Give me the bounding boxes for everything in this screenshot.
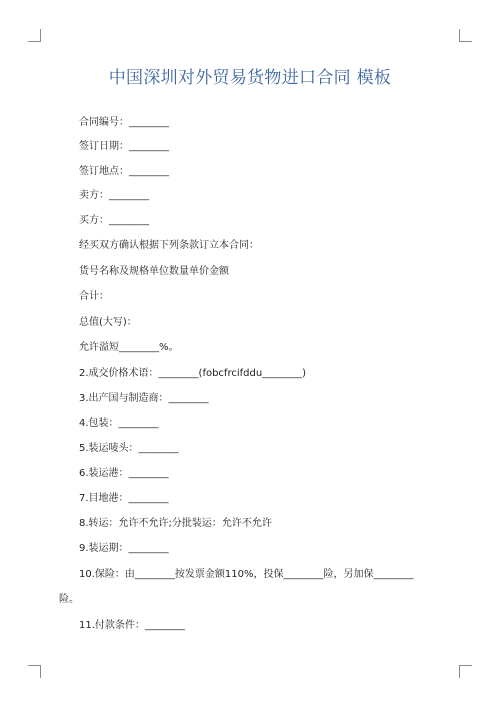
total-value-line: 总值(大写)： [79, 317, 137, 328]
destination-port-line: 7.目地港：________ [79, 493, 169, 504]
total-line: 合计： [79, 291, 109, 302]
transshipment-line: 8.转运：允许不允许;分批装运：允许不允许 [79, 518, 272, 529]
crop-mark-bottom-right [460, 665, 472, 666]
shipment-period-line: 9.装运期：________ [79, 543, 169, 554]
signing-date-line: 签订日期：________ [79, 141, 169, 152]
crop-mark-top-right [459, 29, 460, 42]
crop-mark-bottom-right [459, 665, 460, 678]
insurance-line-continuation: 险。 [59, 594, 79, 605]
contract-number-line: 合同编号：________ [79, 117, 169, 128]
document-title: 中国深圳对外贸易货物进口合同 模板 [108, 68, 392, 88]
goods-header-line: 货号名称及规格单位数量单价金额 [79, 266, 229, 277]
crop-mark-top-left [28, 41, 40, 42]
tolerance-line: 允许溢短________%。 [79, 342, 179, 353]
crop-mark-bottom-left [40, 665, 41, 678]
packing-line: 4.包装：________ [79, 418, 159, 429]
crop-mark-bottom-left [28, 665, 40, 666]
signing-place-line: 签订地点：________ [79, 166, 169, 177]
payment-terms-line: 11.付款条件：________ [79, 620, 185, 631]
crop-mark-top-right [460, 41, 472, 42]
origin-manufacturer-line: 3.出产国与制造商：________ [79, 393, 209, 404]
port-of-loading-line: 6.装运港：________ [79, 468, 169, 479]
crop-mark-top-left [40, 29, 41, 42]
agreement-intro-line: 经买双方确认根据下列条款订立本合同： [79, 240, 259, 251]
price-term-line: 2.成交价格术语：________(fobcfrcifddu________) [79, 368, 307, 379]
shipping-marks-line: 5.装运唛头：________ [79, 443, 179, 454]
insurance-line: 10.保险：由________按发票金额110%，投保________险，另加保________ [79, 569, 414, 580]
seller-line: 卖方：________ [79, 190, 149, 201]
buyer-line: 买方：________ [79, 215, 149, 226]
